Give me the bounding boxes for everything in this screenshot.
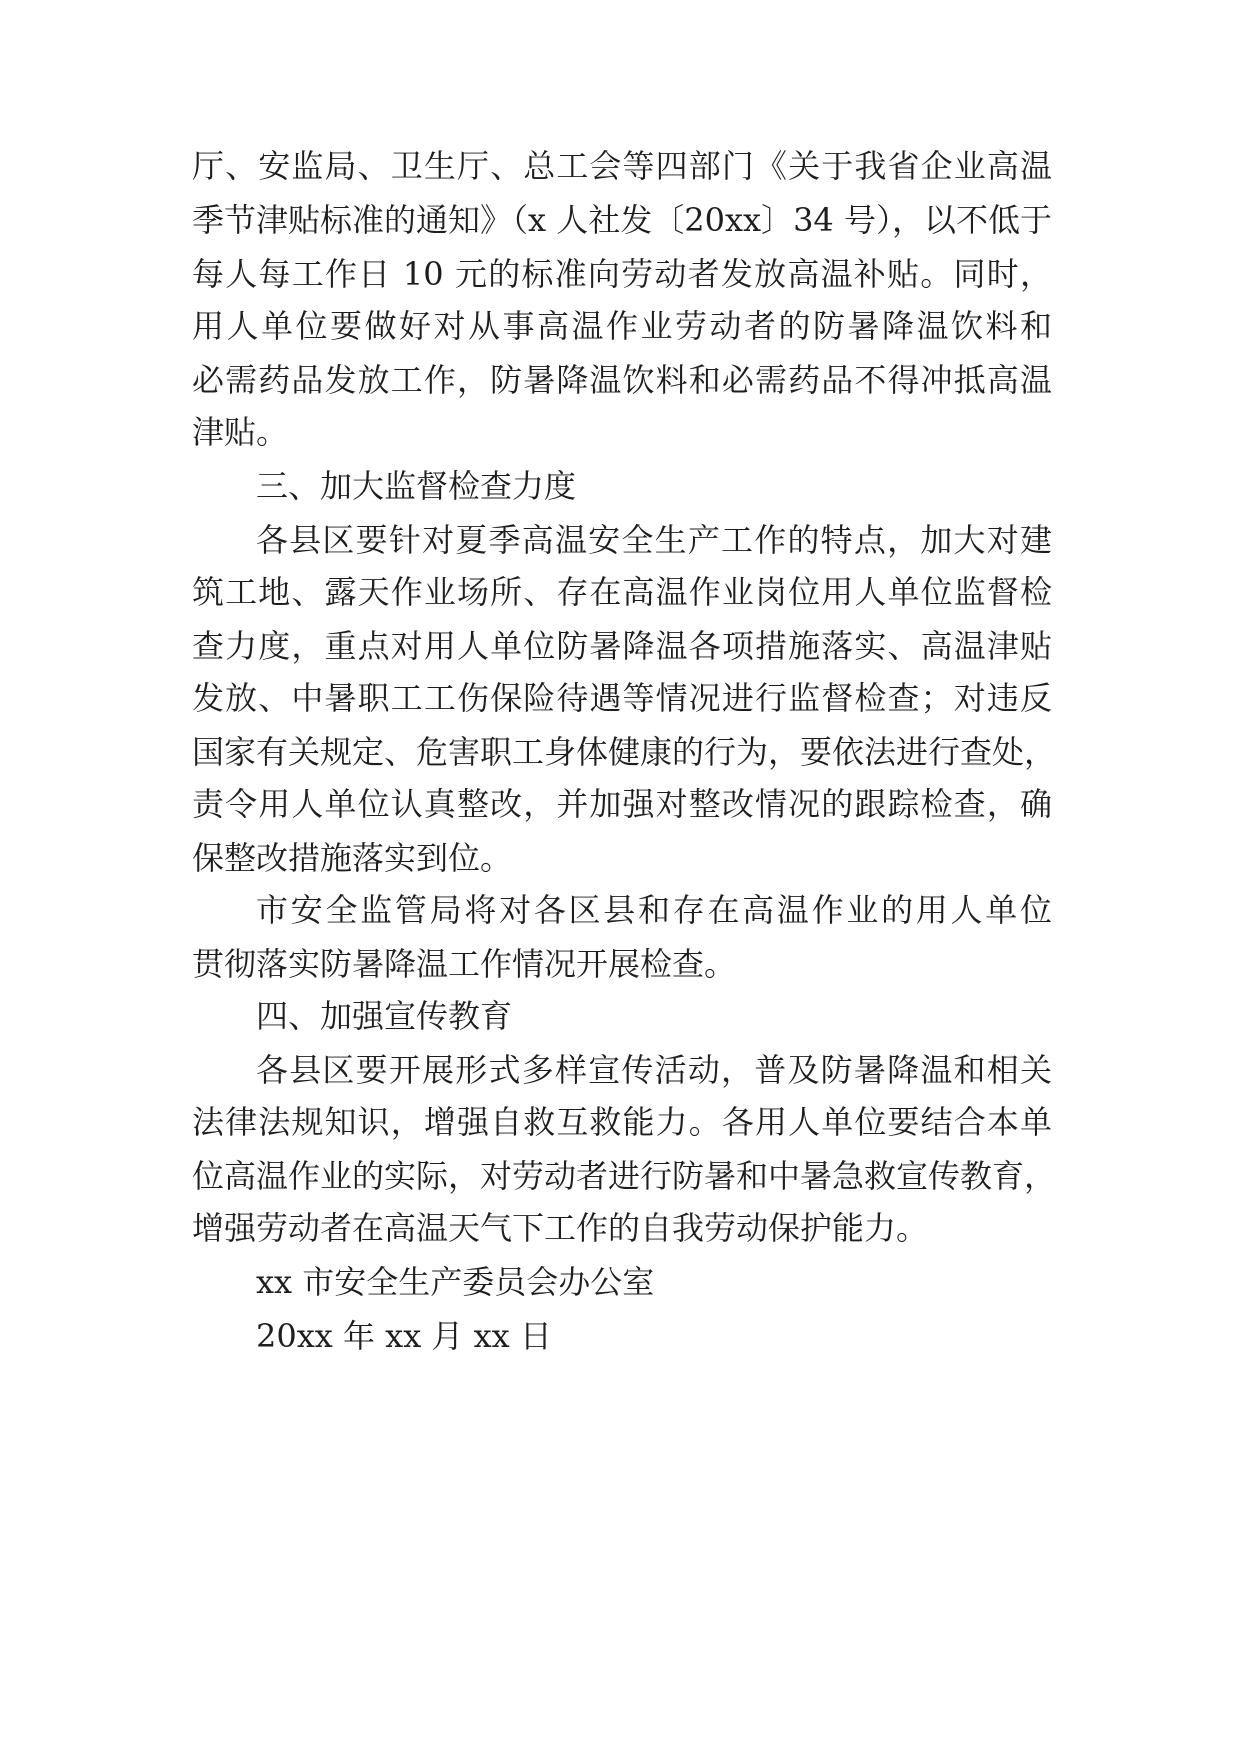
paragraph-line: 市安全监管局将对各区县和存在高温作业的用人单位 xyxy=(256,891,1052,929)
paragraph-line: 季节津贴标准的通知》（x 人社发〔20xx〕34 号），以不低于 xyxy=(192,201,1052,239)
section-heading-4: 四、加强宣传教育 xyxy=(256,997,513,1035)
paragraph-line: 发放、中暑职工工伤保险待遇等情况进行监督检查；对违反 xyxy=(192,679,1052,717)
paragraph-line: 责令用人单位认真整改，并加强对整改情况的跟踪检查，确 xyxy=(192,785,1052,823)
paragraph-line: 各县区要开展形式多样宣传活动，普及防暑降温和相关 xyxy=(256,1051,1052,1089)
paragraph-line: 法律法规知识，增强自救互救能力。各用人单位要结合本单 xyxy=(192,1103,1052,1141)
paragraph-line: 津贴。 xyxy=(192,413,289,451)
paragraph-line: 位高温作业的实际，对劳动者进行防暑和中暑急救宣传教育， xyxy=(192,1157,1057,1195)
paragraph-line: 各县区要针对夏季高温安全生产工作的特点，加大对建 xyxy=(256,521,1052,559)
issue-date: 20xx 年 xx 月 xx 日 xyxy=(256,1317,552,1355)
paragraph-line: 增强劳动者在高温天气下工作的自我劳动保护能力。 xyxy=(192,1209,929,1247)
paragraph-line: 厅、安监局、卫生厅、总工会等四部门《关于我省企业高温 xyxy=(192,147,1052,185)
paragraph-line: 必需药品发放工作，防暑降温饮料和必需药品不得冲抵高温 xyxy=(192,361,1052,399)
paragraph-line: 国家有关规定、危害职工身体健康的行为，要依法进行查处， xyxy=(192,733,1057,771)
paragraph-line: 查力度，重点对用人单位防暑降温各项措施落实、高温津贴 xyxy=(192,627,1052,665)
paragraph-line: 贯彻落实防暑降温工作情况开展检查。 xyxy=(192,945,737,983)
paragraph-line: 用人单位要做好对从事高温作业劳动者的防暑降温饮料和 xyxy=(192,307,1052,345)
issuer-name: xx 市安全生产委员会办公室 xyxy=(256,1263,655,1301)
paragraph-line: 保整改措施落实到位。 xyxy=(192,839,513,877)
paragraph-line: 每人每工作日 10 元的标准向劳动者发放高温补贴。同时， xyxy=(192,255,1052,293)
paragraph-line: 筑工地、露天作业场所、存在高温作业岗位用人单位监督检 xyxy=(192,573,1052,611)
section-heading-3: 三、加大监督检查力度 xyxy=(256,467,577,505)
